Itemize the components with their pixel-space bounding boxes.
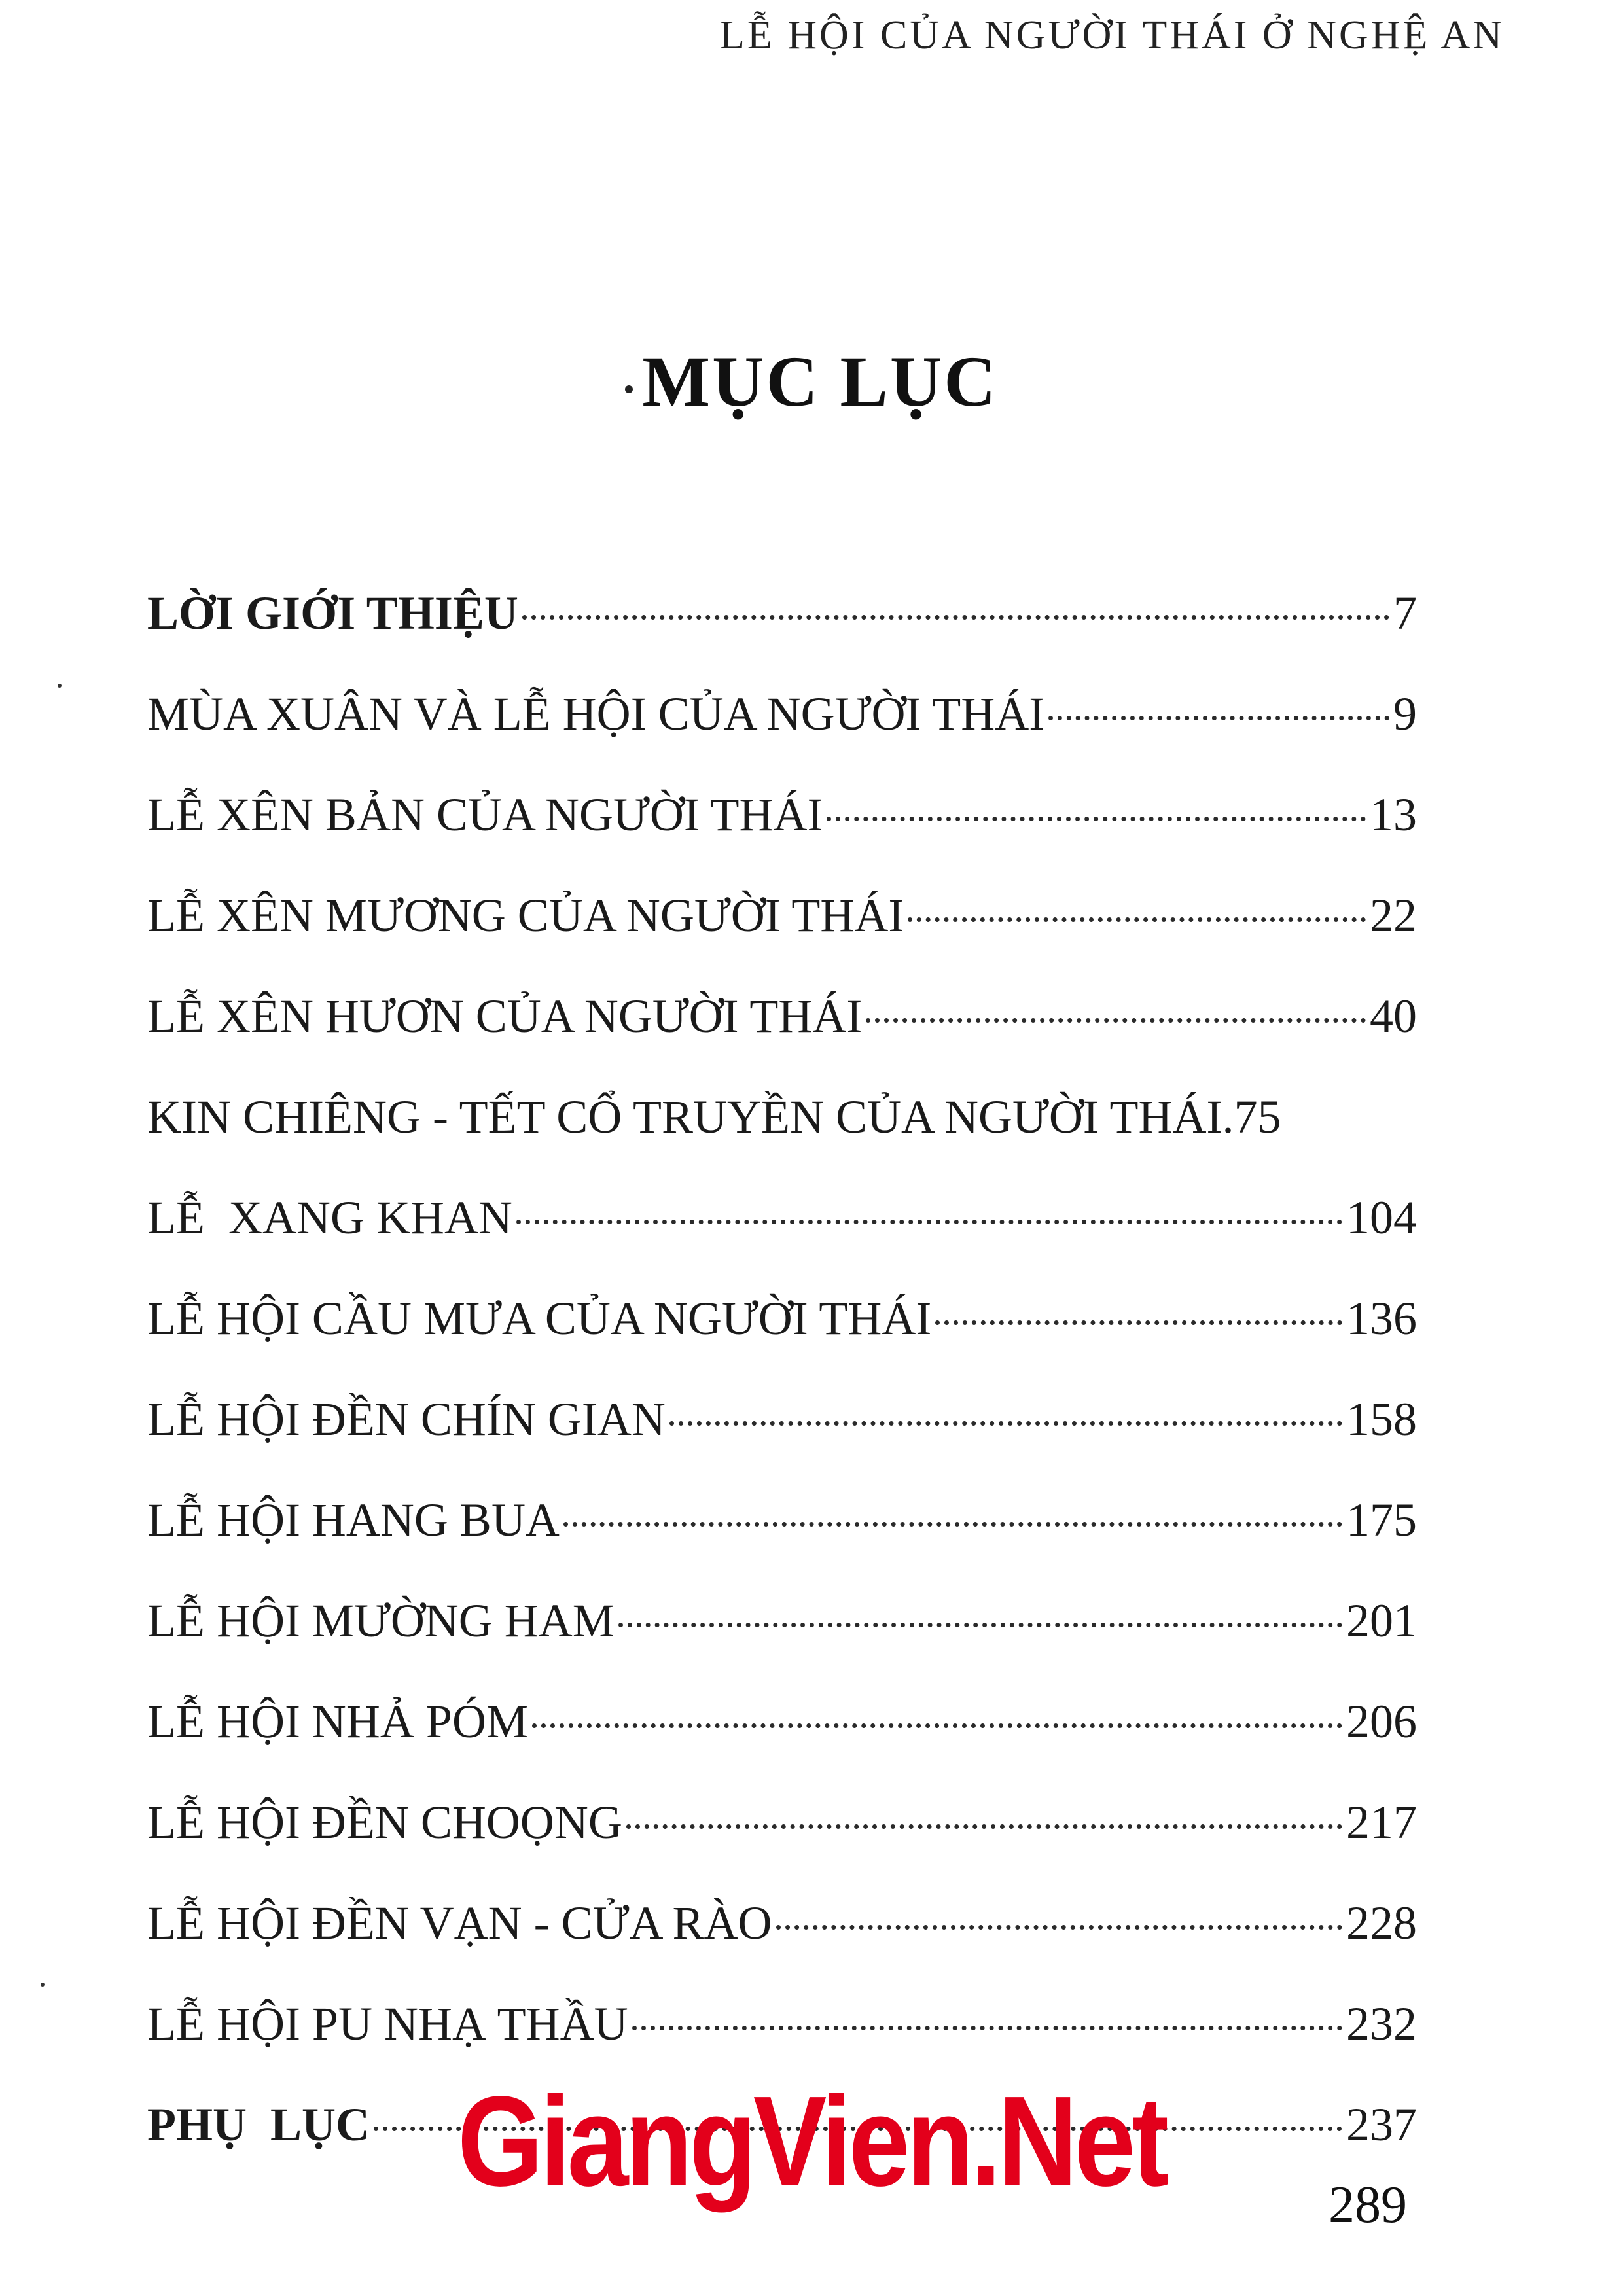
toc-entry-label: LỄ HỘI ĐỀN CHOỌNG (147, 1796, 622, 1848)
dot-leader (908, 917, 1366, 922)
table-of-contents (147, 563, 1417, 2175)
toc-entry-label: LỄ HỘI PU NHẠ THẦU (147, 1998, 628, 2050)
dot-leader (563, 1522, 1342, 1527)
toc-row[interactable] (147, 1369, 1417, 1470)
scan-speck (41, 1983, 45, 1987)
toc-entry-page: 9 (1393, 688, 1417, 740)
toc-entry-page: 158 (1346, 1393, 1417, 1445)
toc-row[interactable] (147, 1873, 1417, 1973)
toc-entry-page: 7 (1393, 587, 1417, 639)
running-head (720, 13, 1505, 75)
toc-entry-label: LỜI GIỚI THIỆU (147, 587, 518, 639)
watermark: GiangVien.Net (457, 2070, 1166, 2213)
toc-entry-label: PHỤ LỤC (147, 2098, 370, 2151)
toc-row[interactable] (147, 1671, 1417, 1772)
toc-entry-page: 22 (1370, 889, 1417, 942)
dot-leader (935, 1320, 1342, 1325)
toc-entry-page: 206 (1346, 1695, 1417, 1748)
toc-entry-label: LỄ XÊN MƯƠNG CỦA NGƯỜI THÁI (147, 889, 904, 942)
toc-entry-label: LỄ XÊN BẢN CỦA NGƯỜI THÁI (147, 788, 823, 841)
toc-entry-label: LỄ HỘI MƯỜNG HAM (147, 1595, 615, 1647)
toc-entry-page: 232 (1346, 1998, 1417, 2050)
toc-row[interactable] (147, 865, 1417, 966)
toc-row[interactable] (147, 764, 1417, 865)
toc-entry-label: KIN CHIÊNG - TẾT CỔ TRUYỀN CỦA NGƯỜI THÁI. (147, 1091, 1234, 1143)
dot-leader (1048, 716, 1389, 720)
toc-row[interactable] (147, 1772, 1417, 1873)
toc-entry-label: LỄ HỘI ĐỀN VẠN - CỬA RÀO (147, 1897, 772, 1949)
page-title (0, 340, 1623, 423)
running-head-text: LỄ HỘI CỦA NGƯỜI THÁI Ở NGHỆ AN (720, 13, 1505, 58)
toc-entry-label: LỄ XANG KHAN (147, 1192, 512, 1244)
toc-entry-page: 228 (1346, 1897, 1417, 1949)
toc-entry-page: 104 (1346, 1192, 1417, 1244)
dot-leader (618, 1623, 1342, 1627)
toc-entry-page: 175 (1346, 1494, 1417, 1546)
toc-entry-label: LỄ HỘI HANG BUA (147, 1494, 560, 1546)
toc-row[interactable] (147, 1268, 1417, 1369)
toc-entry-label: LỄ HỘI CẦU MƯA CỦA NGƯỜI THÁI (147, 1292, 932, 1345)
dot-leader (532, 1723, 1342, 1728)
toc-entry-label: LỄ HỘI ĐỀN CHÍN GIAN (147, 1393, 666, 1445)
toc-row[interactable] (147, 1570, 1417, 1671)
toc-entry-label: LỄ HỘI NHẢ PÓM (147, 1695, 528, 1748)
toc-row[interactable] (147, 966, 1417, 1067)
toc-entry-page: 237 (1346, 2098, 1417, 2151)
toc-entry-label: LỄ XÊN HƯƠN CỦA NGƯỜI THÁI (147, 990, 863, 1042)
dot-leader (827, 817, 1366, 821)
scan-speck (58, 684, 62, 688)
title-text: MỤC LỤC (642, 342, 998, 421)
toc-entry-page: 201 (1346, 1595, 1417, 1647)
dot-leader (866, 1018, 1366, 1023)
toc-entry-label: MÙA XUÂN VÀ LỄ HỘI CỦA NGƯỜI THÁI (147, 688, 1045, 740)
dot-leader (632, 2026, 1342, 2030)
dot-leader (776, 1925, 1343, 1930)
toc-entry-page: 217 (1346, 1796, 1417, 1848)
dot-leader (516, 1220, 1342, 1224)
page-number: 289 (1329, 2176, 1407, 2234)
toc-entry-page: 40 (1370, 990, 1417, 1042)
toc-row[interactable] (147, 1167, 1417, 1268)
toc-row[interactable] (147, 1470, 1417, 1570)
toc-row[interactable] (147, 563, 1417, 663)
toc-row[interactable] (147, 1973, 1417, 2074)
toc-entry-page: 75 (1234, 1091, 1281, 1143)
dot-leader (626, 1824, 1342, 1829)
dot-leader (669, 1421, 1342, 1426)
toc-row[interactable] (147, 1067, 1417, 1167)
title-dot (625, 385, 633, 393)
toc-row[interactable] (147, 663, 1417, 764)
toc-entry-page: 136 (1346, 1292, 1417, 1345)
dot-leader (522, 615, 1389, 620)
toc-entry-page: 13 (1370, 788, 1417, 841)
